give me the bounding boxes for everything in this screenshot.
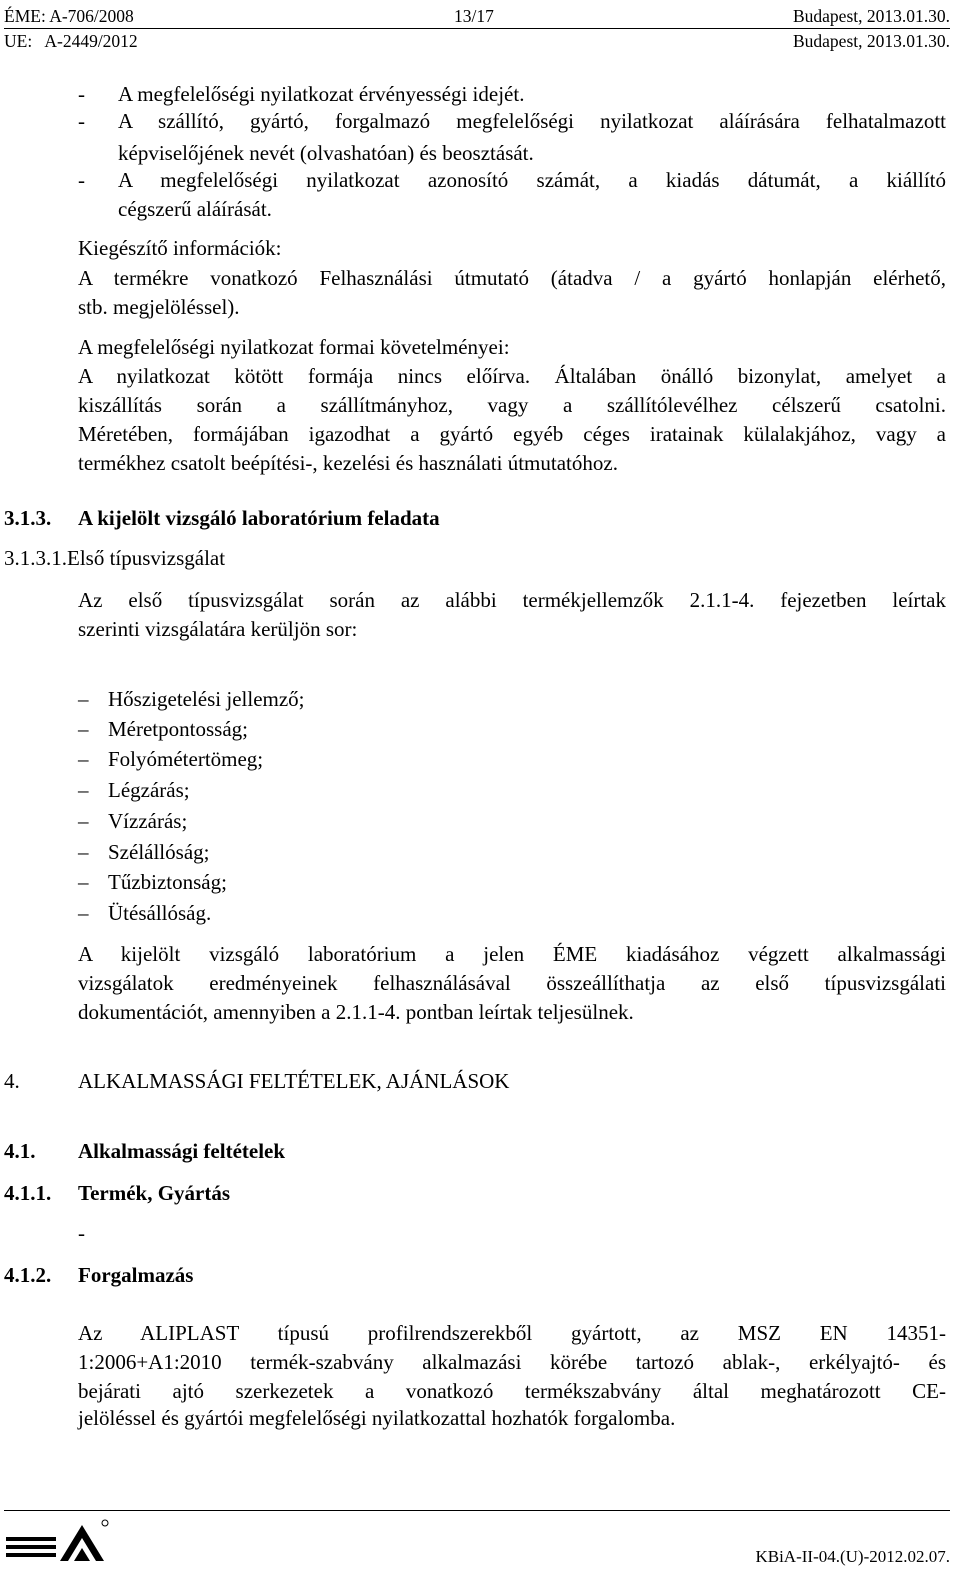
supplementary-info-line-2: stb. megjelöléssel). [78,295,240,319]
distribution-line-3: bejárati ajtó szerkezetek a vonatkozó termékszabvány által meghatározott CE- [78,1379,946,1403]
list-item-text: Ütésállóság. [108,901,212,925]
list-dash: – [78,901,89,925]
list-dash: – [78,809,89,833]
bullet-dash: - [78,168,85,192]
list-item [78,808,187,834]
section-4-1-2-title: Forgalmazás [78,1263,194,1287]
footer-document-code: KBiA-II-04.(U)-2012.02.07. [755,1547,950,1566]
page-header-row-2 [4,31,950,53]
page-header-row-1 [4,6,950,29]
bullet-signatory-line-2: képviselőjének nevét (olvashatóan) és beosztását. [118,141,534,165]
formal-requirements-line-4: termékhez csatolt beépítési-, kezelési és használati útmutatóhoz. [78,451,618,475]
list-item [78,716,248,742]
section-4-1-1-title: Termék, Gyártás [78,1181,231,1205]
list-item-text: Tűzbiztonság; [108,870,227,894]
list-item-text: Méretpontosság; [108,717,248,741]
list-dash: – [78,778,89,802]
bullet-dash: - [78,109,85,133]
list-item-text: Szélállóság; [108,840,210,864]
formal-requirements-line-3: Méretében, formájában igazodhat a gyártó egyéb céges iratainak külalakjához, vagy a [78,422,946,446]
bullet-signatory-line-1: A szállító, gyártó, forgalmazó megfelelőségi nyilatkozat aláírására felhatalmazott [118,109,946,133]
bullet-identifier-line-1: A megfelelőségi nyilatkozat azonosító számát, a kiadás dátumát, a kiállító [118,168,946,192]
distribution-line-1: Az ALIPLAST típusú profilrendszerekből gyártott, az MSZ EN 14351- [78,1321,946,1345]
bullet-validity: A megfelelőségi nyilatkozat érvényességi idejét. [118,82,525,106]
section-3-1-3-number: 3.1.3. [4,506,52,530]
section-4-1-1-dash: - [78,1221,85,1245]
section-4-1-1-number: 4.1.1. [4,1181,52,1205]
footer-divider [4,1510,950,1511]
ue-number: UE: A-2449/2012 [4,31,138,51]
header-date-2: Budapest, 2013.01.30. [792,31,950,51]
document-number: ÉME: A-706/2008 [4,6,134,26]
formal-requirements-line-1: A nyilatkozat kötött formája nincs előírva. Általában önálló bizonylat, amelyet a [78,364,946,388]
page-number: 13/17 [454,6,494,26]
lab-paragraph-line-2: vizsgálatok eredményeinek felhasználásával összeállíthatja az első típusvizsgálati [78,971,946,995]
supplementary-info-line-1: A termékre vonatkozó Felhasználási útmutató (átadva / a gyártó honlapján elérhető, [78,266,946,290]
list-item [78,686,305,712]
bullet-identifier-line-2: cégszerű aláírását. [118,197,272,221]
distribution-line-4: jelöléssel és gyártói megfelelőségi nyilatkozattal hozhatók forgalomba. [78,1406,676,1430]
distribution-line-2: 1:2006+A1:2010 termék-szabvány alkalmazási körébe tartozó ablak-, erkélyajtó- és [78,1350,946,1374]
list-dash: – [78,747,89,771]
header-date: Budapest, 2013.01.30. [792,6,950,26]
list-item-text: Légzárás; [108,778,190,802]
section-3-1-3-title: A kijelölt vizsgáló laboratórium feladata [78,506,440,530]
list-dash: – [78,870,89,894]
first-type-test-line-2: szerinti vizsgálatára kerüljön sor: [78,617,358,641]
list-item-text: Vízzárás; [108,809,188,833]
lab-paragraph-line-3: dokumentációt, amennyiben a 2.1.1-4. pontban leírtak teljesülnek. [78,1000,634,1024]
lab-paragraph-line-1: A kijelölt vizsgáló laboratórium a jelen ÉME kiadásához végzett alkalmassági [78,942,946,966]
list-item [78,900,211,926]
section-3-1-3-1-heading: 3.1.3.1.Első típusvizsgálat [4,546,226,570]
list-item-text: Folyómétertömeg; [108,747,264,771]
list-dash: – [78,840,89,864]
list-item [78,777,190,803]
formal-requirements-title: A megfelelőségi nyilatkozat formai követelményei: [78,335,510,359]
list-item [78,746,263,772]
section-4-1-title: Alkalmassági feltételek [78,1139,286,1163]
section-4-1-number: 4.1. [4,1139,36,1163]
supplementary-info-title: Kiegészítő információk: [78,236,282,260]
section-4-number: 4. [4,1069,20,1093]
formal-requirements-line-2: kiszállítás során a szállítmányhoz, vagy a szállítólevélhez célszerű csatolni. [78,393,946,417]
emi-logo [4,1517,110,1567]
list-item [78,839,209,865]
list-dash: – [78,687,89,711]
section-4-title: ALKALMASSÁGI FELTÉTELEK, AJÁNLÁSOK [78,1069,510,1093]
bullet-dash: - [78,82,85,106]
list-item [78,869,227,895]
section-4-1-2-number: 4.1.2. [4,1263,52,1287]
first-type-test-line-1: Az első típusvizsgálat során az alábbi termékjellemzők 2.1.1-4. fejezetben leírtak [78,588,946,612]
list-item-text: Hőszigetelési jellemző; [108,687,305,711]
list-dash: – [78,717,89,741]
